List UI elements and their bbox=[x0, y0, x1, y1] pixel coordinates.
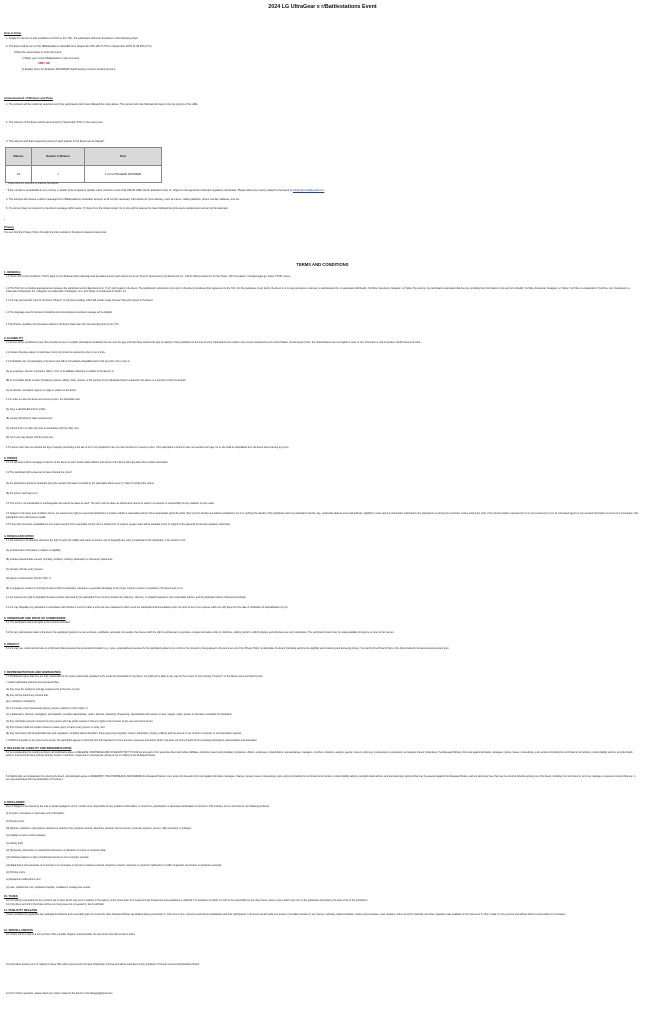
section-paragraph: 5.2 For any submissions made to the Event, the participant grants LG a non-exclusive, worldwide, perpetual, irrevocable, free license (with the right to sublicense) to reproduce, prepare derivative works of, distribute, publicly perform, publicly display, and otherwise use such submission. The submitted Content may be made available for anyone to view on the internet. bbox=[6, 631, 395, 634]
section-paragraph: (C) submit a form to claim the prize in accordance with the T&C; and bbox=[6, 426, 79, 430]
section-paragraph: (A) the participant cannot be contacted using the contact information provided by the participant within seven (7) days of notifying the winner. bbox=[6, 481, 155, 485]
section-paragraph: 10.1 LG will be responsible for any customs tax or taxes which may incur in relation to the delivery of the prizes that LG is required under Korean law and regulations to withhold. For avoidance of doubt, LG will not be responsible for any other taxes, duties or fees which may incur to the participant according to the laws of his or her jurisdiction. bbox=[6, 899, 368, 902]
section-heading: 10. TAXES bbox=[4, 894, 18, 898]
section-paragraph: (ix) Printing errors; bbox=[6, 871, 26, 874]
section-paragraph: 3.5 If any prize becomes unavailable for any reason beyond LG's reasonable control, then a similar prize of equal or greater value will be awarded in lieu of, subject to the approval of relevant regulatory authorities. bbox=[6, 522, 231, 526]
inquiry-email-link[interactable]: info@lgesocial@gmail.com bbox=[292, 189, 325, 192]
section-paragraph: 7.2 Each participant warrants and represents that: bbox=[6, 681, 59, 685]
section-paragraph: (B) an immediate family member (including a parent, sibling, sister, spouse, or life partner) of the individuals listed in subsection (A) above or a member of their household. bbox=[6, 379, 187, 382]
how-to-enter-follow: Follow the steps below to enter the event: bbox=[14, 51, 62, 54]
section-heading: 11. PUBLICITY RELEASE bbox=[4, 908, 38, 912]
table-header: Winners bbox=[6, 148, 32, 166]
section-paragraph: 1.2 This T&C form a binding legal agreement between the participant and LG Electronics Inc. ("LG") with regard to the Event. The participants' submission of an entry to the Event constitutes their agreement to the T&C. For the avoidance of any doubt, the Event is in no way sponsored, endorsed, or administered by, or associated with Reddit, YouTube, Facebook, Instagram, or Twitter. By entering, the participants understand that they are providing their information to LG and not to Reddit, YouTube, Facebook, Instagram, or Twitter. YouTube is a trademark of YouTube, LLC. Facebook is a trademark of Facebook, Inc. Instagram is a trademark of Instagram, LLC. and Twitter is a trademark of Twitter, Inc. bbox=[6, 287, 630, 294]
winners-note-2 bbox=[6, 189, 324, 192]
section-paragraph: (iv) Inability to send e-mail messages; bbox=[6, 834, 46, 838]
section-heading: 8. RELEASE OF LIABILITY AND INDEMNIFICATION bbox=[4, 746, 72, 750]
section-paragraph: 12.3 For further questions, please direct any inquiry related to the Event to info.ultragear@gmail.com bbox=[6, 992, 113, 996]
section-paragraph: (A) an employee, director, contractor, officer, of LG or its affiliates (directors in relation to the Event); or bbox=[6, 369, 114, 373]
section-paragraph: (i) Incorrect, incomplete or inaccurate entry information; bbox=[6, 812, 65, 816]
section-paragraph: (iii) Failures, omissions, interruptions, deletions or defects of any wireless network, telephone network, internet service, computer systems, servers, utility providers, or software; bbox=[6, 827, 192, 830]
section-paragraph: 3.2 The participant will be deemed to have forfeited the prize if: bbox=[6, 471, 73, 475]
section-paragraph: (E) is engaged in conduct in entering the Event which is fraudulent, deceptive or generally damaging to the proper conduct, pursuit or reputation of the Event and or LG. bbox=[6, 586, 184, 590]
section-paragraph: 6.1 LG may use, collect and provide to a third party data processor the personal information (e.g., name, email address) received by the participant subject to be a third or for consent by being agreed to the terms set out of the 'Privacy Policy' to administer the Event (including verifying the eligibility and contacting and delivering prizes). You can find the Privacy Policy in the link provided in the Event announcement post. bbox=[6, 647, 450, 650]
section-paragraph: (B) comply with all prize claim requirements; bbox=[6, 417, 53, 420]
section-heading: 7. REPRESENTATIONS AND WARRANTIES bbox=[4, 670, 61, 674]
announcement-heading: Announcement of Winners and Prize bbox=[4, 96, 53, 100]
section-paragraph: 2.4 In order to enter the Event and receive a prize, the individual must: bbox=[6, 398, 81, 401]
how-to-enter-step-ii: ii) Explain how LG UltraGear 45GS96QB OLED Gaming monitor would improve it. bbox=[22, 68, 116, 71]
section-heading: 2. ELIGIBILITY bbox=[4, 336, 24, 340]
section-paragraph: (B) they will not submit any content that: bbox=[6, 694, 49, 698]
privacy-text: You can find the Privacy Policy through the link provided in the Event related contest post bbox=[4, 231, 107, 234]
section-paragraph: 3.3 The prize is not transferable or exchangeable and cannot be taken as cash. The prize must be taken as offered and cannot be varied. LG accepts no responsibility for any variation in prize value. bbox=[6, 502, 215, 506]
section-paragraph: (vii) Software hackers or other unauthorized access to LG's computer network; bbox=[6, 856, 89, 860]
section-paragraph: 1.1 These Terms and Conditions ("T&C") apply to LG UltraGear Fans Campaign and all related events (each referred to as an "Event") sponsored by LG Electronics Inc., with its offices located in LG Twin Tower, 128 Yeoui-daero, Yeongdeungpo-gu, Seoul, 07336, Korea. bbox=[6, 275, 291, 278]
section-paragraph: 8.1 As consideration for entering an Event, all participants agree to RELEASE, DISCHARGE AND COVENANT NOT TO SUE LG and each of its respective direct and indirect affiliates, divisions, parent and subsidiary companies, officers, employees, shareholders, representatives, managers, members, directors, assigns, agents, insurers, attorneys, predecessors, successors, and assigns thereof (collectively, the Released Parties), from and against all claims, damages, injuries, losses, proceedings, suits, actions (including but not limited to tort actions, product liability actions, wrongful death actions, and personal injury actions) whether known or unknown, suspected or unsuspected, arising out of or relating to the Released Parties. bbox=[6, 751, 633, 758]
section-paragraph: 10.2 All prizes set forth in the Rules will be net of any taxes LG is required by law to withhold. bbox=[6, 903, 105, 906]
section-heading: 1. GENERAL bbox=[4, 270, 21, 274]
announcement-item-1: 1. The winners will be randomly selected out of the participants who have followed the rules above. The person who has followed all steps is the top priority of the raffle. bbox=[6, 103, 199, 106]
table-cell: 1st bbox=[6, 166, 32, 183]
section-paragraph: (C) an advisor, consultant, agency or judge in relation to the Event. bbox=[6, 388, 77, 392]
section-paragraph: (A) have a valid Reddit and IG profile; bbox=[6, 407, 46, 411]
section-paragraph: 7.1 Participants agree that they are fully responsible for the posts created and uploaded to the media for participation in the Event. LG shall not be liable in any way for the content of such posting ("Content") to the fullest extent permitted by law. bbox=[6, 675, 263, 678]
section-paragraph: (E) they will comply with all applicable laws and regulations, including without limitation, those governing copyright, content, defamation, privacy, publicity and the access or use of other's computer or communication systems. bbox=[6, 732, 243, 736]
section-paragraph: (D) their Content shall not contain viruses or cause injury or harm to any person or entity; and bbox=[6, 725, 105, 729]
section-paragraph: (B) the prize is returned to LG. bbox=[6, 491, 39, 495]
section-paragraph: Unless prohibited by applicable law, participants authorize and irrevocably grant to LG and the other Released Parties (as defined above) permission to, from time to time, reference and discuss participants and their participation in the Event via all media now known or hereafter devised, in any manner, including, without limitation, written press releases, news releases, online and print materials, and other materials made available on the internet or in other media, for any purpose and without further compensation or permission. bbox=[6, 913, 566, 916]
how-to-enter-item-1: 1. Subject to the terms and conditions set forth in the T&C, the participant will enter the Event in the following steps: bbox=[6, 37, 139, 40]
section-paragraph: (D) not in any way tamper with the prize item. bbox=[6, 436, 54, 439]
section-heading: 5. OWNERSHIP AND RIGHT OF SUBMISSIONS bbox=[4, 616, 66, 620]
section-paragraph: 2.3 Individuals may not participate in the Event and will be immediately disqualified prior to/of any prize if he or she is: bbox=[6, 360, 131, 363]
section-heading: 6. PRIVACY bbox=[4, 642, 20, 646]
table-row bbox=[6, 166, 162, 183]
section-paragraph: 2.5 A person who has not reached the age of majority according to the law of his or her jurisdiction may not enter the Event or receive a prize. If the participant is found to have not reached such age, he or she shall be disqualified from the Event and receiving any prize. bbox=[6, 445, 290, 449]
section-paragraph: 2.2 Unless otherwise stated, no purchase of any LG product is required to enter or win a prize. bbox=[6, 350, 106, 354]
privacy-heading: Privacy bbox=[4, 225, 14, 229]
section-paragraph: 7.3 Without prejudice to any other terms herein, the participant agrees to indemnify and hold harmless LG from any loss, expenses and claims which may arise out of any breach of the preceding participant's representation and warranties. bbox=[6, 738, 258, 742]
section-paragraph: (b) is in breach of any intellectual property, privacy, publicity or other rights; or bbox=[6, 706, 88, 710]
winners-note-1: * There will be 1 winners in total for the Event. bbox=[6, 182, 59, 185]
section-paragraph: 1.4 The language used for the Event including all communications via direct message will be English. bbox=[6, 311, 113, 314]
section-paragraph: (ii) Human errors; bbox=[6, 819, 25, 823]
section-paragraph: 2.1 Except where prohibited by law, this promotion is open to eligible participants worldwide who are over the age of 18 and have reached the age of majority in their jurisdiction at the time of entry. Participants who reside in any country sanctioned by the United States, the European Union, the United Nations are not eligible to enter or win. Promotion is void in Quebec, North Korea and Cuba. bbox=[6, 341, 421, 344]
terms-title: TERMS AND CONDITIONS bbox=[296, 262, 349, 267]
section-paragraph: (A) they meet the residency and age requirements at the time of entry; bbox=[6, 687, 81, 691]
how-to-enter-heading: How to Enter bbox=[4, 31, 22, 35]
section-paragraph: (B) includes objectionable content, primarily, profanity, insulting, defamatory or obscenely statements; bbox=[6, 558, 114, 561]
section-paragraph: (D) acted in contravention with the T&C; or bbox=[6, 577, 52, 580]
section-paragraph: 1.3 LG may post specific rules for the Event ("Rules") on the Event posting, which will include a part of these T&C with respect to the Event. bbox=[6, 299, 154, 302]
table-header: Prize bbox=[85, 148, 162, 166]
section-paragraph: (c) is defamatory, obscene, derogatory, pornographic, sexually inappropriate, violent, abusive, harassing, threatening, objectionable with respect to race, religion, origin, gender or otherwise unsuitable for publication. bbox=[6, 713, 233, 717]
section-heading: 12. MISCELLANEOUS bbox=[4, 928, 33, 932]
document-title: 2024 LG UltraGear x r/Battlestations Event bbox=[268, 4, 377, 10]
section-paragraph: (C) tampers with the entry process; bbox=[6, 567, 44, 571]
section-paragraph: 4.3 LG may disqualify any participant in accordance with Articles 4.1 and 4.2 after a prize has been awarded in which event the participant shall immediately return the prize at his or her expense within ten (10) days from the date of notification of disqualification by LG. bbox=[6, 605, 289, 609]
and-or-label: AND / OR bbox=[38, 62, 50, 65]
section-paragraph: 5.1 The participant retains all rights to the Content submitted. bbox=[6, 621, 71, 624]
section-paragraph: 12.1 If any terms or part of a term of these T&C is invalid, illegal or unenforceable, the rest of the rules will remain in effect. bbox=[6, 933, 136, 936]
section-paragraph: (viii) Data that is processed late or incorrectly or is incomplete or lost due to wireless network, telephone network, computer or electronic malfunction or traffic congestion via wireless or telephone networks; bbox=[6, 863, 223, 867]
section-paragraph: 8.2 Additionally, as consideration for entering the Event, all participants agree to INDEMNIFY, HOLD HARMLESS, AND DEFEND the Released Parties in any action of proceeding from and against all claims, damages, charges, injuries, losses, proceedings, suits, actions (including but not limited to tort actions, product liability actions, wrongful death actions, and personal injury actions) that may be asserted against the Released Parties, and any attorneys' fees that may be incurred (whether arising out of the Event, including, but not limited to, any loss, damage or expense incurred) that are, in any way associated with the participation in the Event. bbox=[6, 775, 636, 782]
section-paragraph: (a) is unlawful or fraudulent; bbox=[6, 700, 36, 704]
announcement-item-2: 2. The winners of the Event will be announced on September 27th on the event post. bbox=[6, 121, 104, 124]
section-paragraph: 1.5 All timeline, deadline and schedules related to the Event shall mean the corresponding time in the UTC. bbox=[6, 323, 120, 326]
announcement-item-3: 3. The winners and their respective prizes of each quarter in the Event are as follows*: bbox=[6, 140, 105, 143]
announcement-item-5: 5. If a winner does not respond to the direct message within seven (7) days from the initial contact, he or she will be deemed to have forfeited the prize and a replacement winner will be selected. bbox=[6, 207, 229, 210]
winners-note-2-text: * If the monitor is unavailable in any country, a similar prize of equal or greater value (minimum cost of $1,499.99 USD) will be awarded in lieu of, subject to the approval of relevant regulatory authorities. Please direct any inquiry related to the Event to bbox=[6, 189, 293, 192]
section-paragraph: (C) they will obtain relevant consent from any person who has jointly created or has any rights to the Content, to the uses and terms herein; bbox=[6, 719, 154, 723]
table-header: Number of Winners bbox=[32, 148, 85, 166]
section-paragraph: Even if alleged to be caused by the sole or partial negligence of LG, it shall not be responsible for any problems which affect, or result from, participation or attempted participation in the Event. This includes, but is not limited to, the following problems: bbox=[6, 805, 270, 808]
section-paragraph: 4.1 LG reserves in its absolute discretion the right to verify the validity and nature of entries, and to disqualify any entry or participant if the participant, in the opinion of LG: bbox=[6, 539, 186, 542]
section-paragraph: 3.4 Subject to the terms and conditions herein, LG reserves the right to request all participants to produce (within a reasonable period of time) appropriate photo ID and/or other proof of identity and address satisfactory to LG in verifying the identity of the participant (such as participant's identity, age, residential address and email address, eligibility to enter and any information submitted by the participant in entering the promotion, before issuing the prize. If the documentation requested by LG is not received by LG (or its nominated agent) or any relevant information is incorrect or incomplete, that participant's entry will become invalid. bbox=[6, 512, 639, 519]
table-cell: 1 bbox=[32, 166, 85, 183]
section-paragraph: (A) provides false information in relation to eligibility; bbox=[6, 548, 62, 552]
how-to-enter-item-2: 2. The Event will be ran on the r/Battlestations subreddit from September 6TH (PHT UTC) to September 20TH 11:59 PM (UTC). bbox=[6, 45, 153, 48]
section-heading: 9. DISCLAIMER bbox=[4, 800, 25, 804]
bullet-dot: • bbox=[4, 218, 5, 221]
section-paragraph: 3.1 LG will send a direct message to winners of the Event on each social media platform and winner of the Event will reply about their contact information. bbox=[6, 461, 169, 464]
how-to-enter-step-i: i) Share your current Battlestation in the comment. bbox=[22, 57, 80, 60]
section-paragraph: 12.2 All claims arising out of or relating to these T&C will be governed by the laws of Republic of Korea and will be submitted to the jurisdiction of Korean Commercial Arbitration Board. bbox=[6, 962, 200, 966]
section-paragraph: (xi) Late, misdirected, lost, misplaced, illegible, mutilated or postage-due entries. bbox=[6, 885, 91, 889]
section-heading: 4. DISQUALIFICATION bbox=[4, 534, 34, 538]
winners-table bbox=[5, 147, 162, 183]
section-paragraph: (v) Identity theft; bbox=[6, 841, 24, 845]
section-paragraph: (vi) Tampering, destruction or unauthorized accesses, or alteration of entries or computer data; bbox=[6, 849, 106, 852]
section-paragraph: 4.2 LG reserves the right to disqualify the Event entries submitted by the participant if the Content contains any offensive, obscene, or unlawful material in LG's reasonable opinion, and the participant will be informed accordingly. bbox=[6, 596, 247, 599]
announcement-item-4: 4. The winners will receive a direct message from r/Battlestations moderator account to fill out the necessary information for prize delivery, such as name, mailing address, phone number, address, and etc. bbox=[6, 198, 240, 201]
table-cell: 1 LG ULTRAGEAR 45GS96QB bbox=[85, 166, 162, 183]
section-heading: 3. PRIZES bbox=[4, 456, 18, 460]
section-paragraph: (x) Equipment malfunctions; and bbox=[6, 878, 41, 882]
